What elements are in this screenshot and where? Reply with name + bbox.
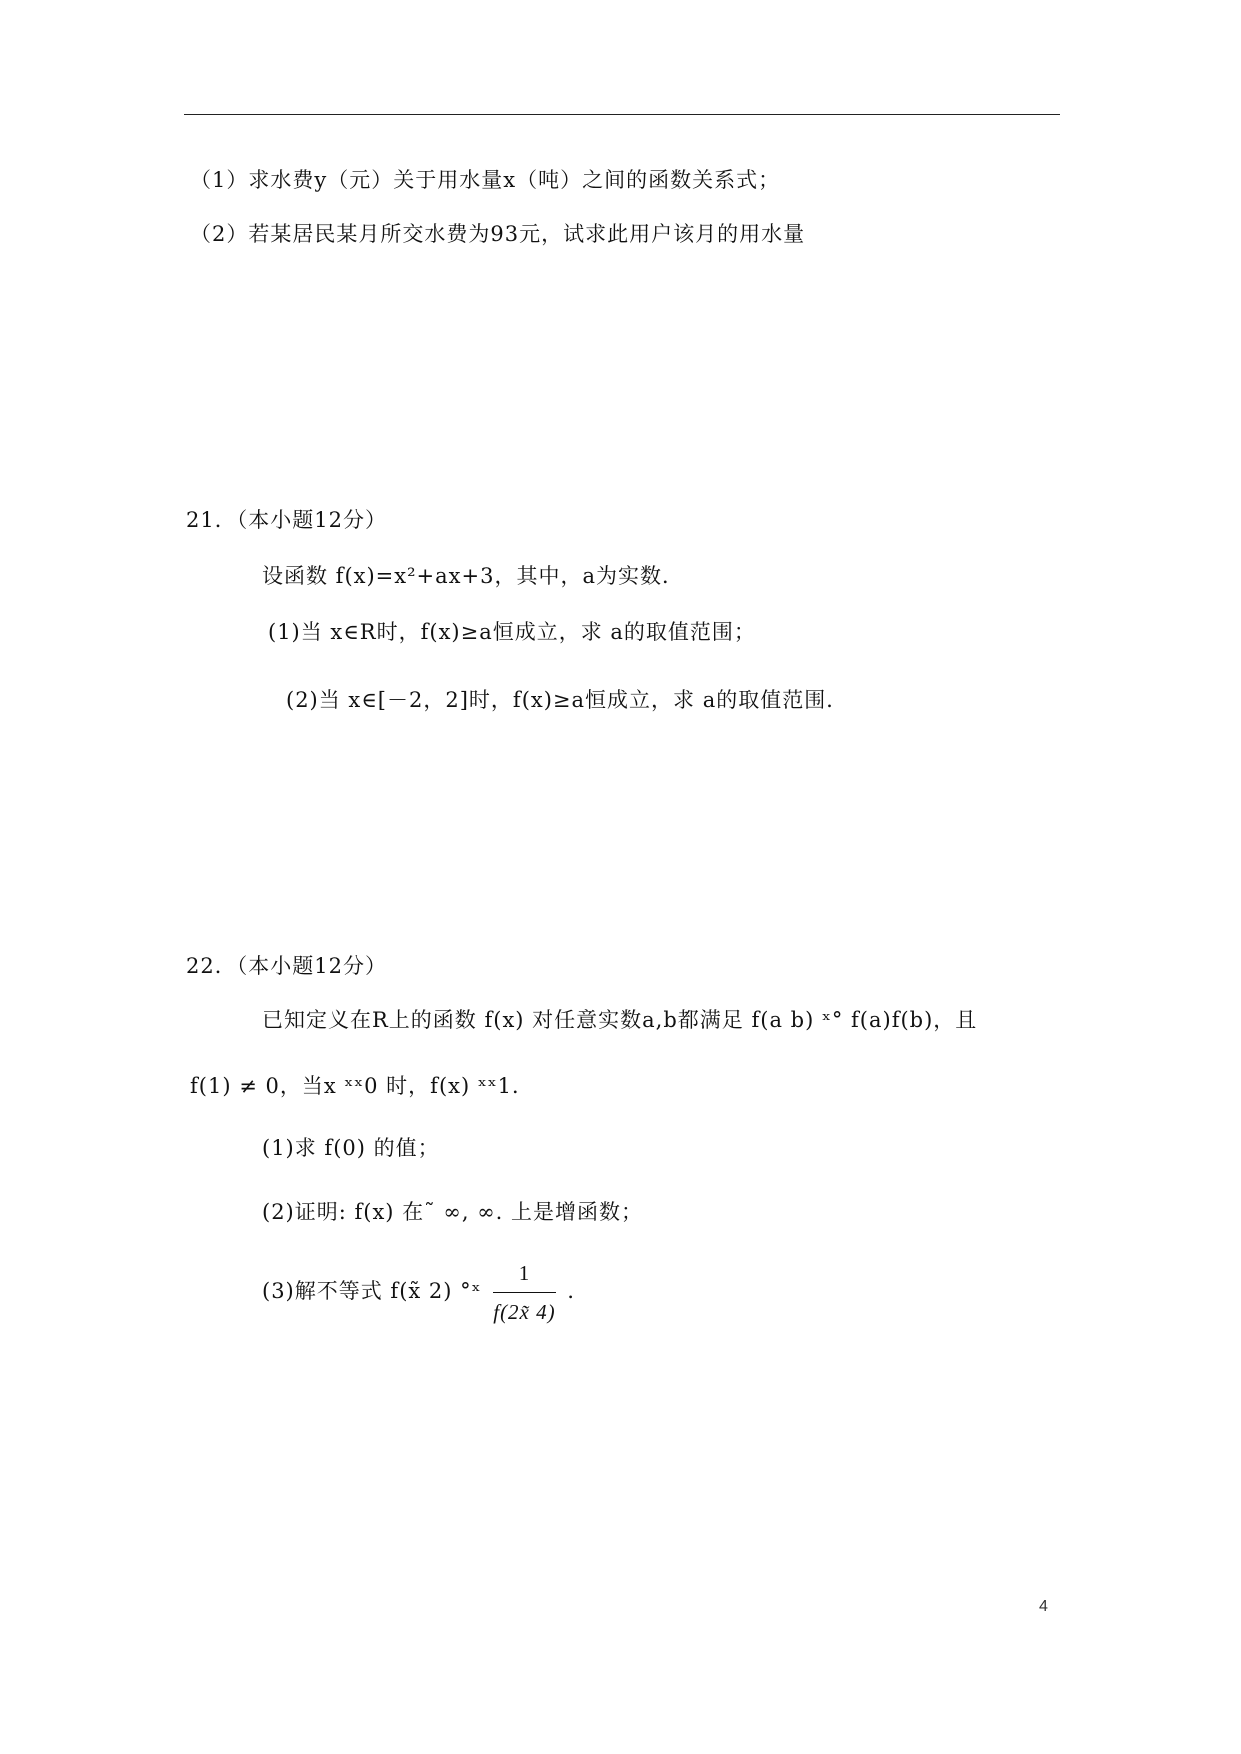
question-part-1-text: （1）求水费y（元）关于用水量x（吨）之间的函数关系式； — [190, 168, 781, 192]
question-part-2 — [190, 220, 805, 248]
problem-21-part-1 — [268, 618, 756, 646]
problem-21-statement-text: 设函数 f(x)=x²+ax+3，其中，a为实数． — [262, 564, 684, 588]
problem-21-header-text: 21．（本小题12分） — [186, 508, 387, 532]
problem-22-statement-line-2-text: f(1) ≠ 0，当x ˣˣ0 时，f(x) ˣˣ1． — [190, 1074, 535, 1098]
problem-22-statement-line-2 — [190, 1072, 534, 1100]
fraction-numerator: 1 — [493, 1256, 555, 1293]
problem-21-part-1-text: (1)当 x∈R时，f(x)≥a恒成立，求 a的取值范围； — [268, 620, 756, 644]
problem-22-part-3 — [262, 1256, 589, 1329]
fraction-denominator: f(2x̃ 4) — [493, 1300, 556, 1324]
header-rule — [184, 114, 1060, 115]
problem-21-header — [186, 506, 387, 534]
problem-22-statement-line-1-text: 已知定义在R上的函数 f(x) 对任意实数a,b都满足 f(a b) ˣ° f(a)f(b)，且 — [262, 1008, 978, 1032]
problem-22-part-3-suffix: ． — [567, 1279, 590, 1303]
problem-22-part-1 — [262, 1134, 440, 1162]
page-number: 4 — [1039, 1598, 1048, 1615]
problem-22-statement-line-1 — [262, 1006, 977, 1034]
problem-21-part-2 — [286, 686, 848, 714]
problem-21-part-2-text: (2)当 x∈[－2，2]时，f(x)≥a恒成立，求 a的取值范围． — [286, 688, 849, 712]
problem-21-statement — [262, 562, 684, 590]
problem-22-header — [186, 952, 387, 980]
problem-22-part-2-text: (2)证明: f(x) 在˜ ∞, ∞. 上是增函数； — [262, 1200, 644, 1224]
problem-22-part-2 — [262, 1198, 643, 1226]
problem-22-part-3-prefix: (3)解不等式 f(x̃ 2) °ˣ — [262, 1279, 482, 1303]
problem-22-header-text: 22．（本小题12分） — [186, 954, 387, 978]
fraction — [493, 1256, 555, 1329]
question-part-2-text: （2）若某居民某月所交水费为93元，试求此用户该月的用水量 — [190, 222, 806, 246]
problem-22-part-1-text: (1)求 f(0) 的值； — [262, 1136, 440, 1160]
question-part-1 — [190, 166, 780, 194]
